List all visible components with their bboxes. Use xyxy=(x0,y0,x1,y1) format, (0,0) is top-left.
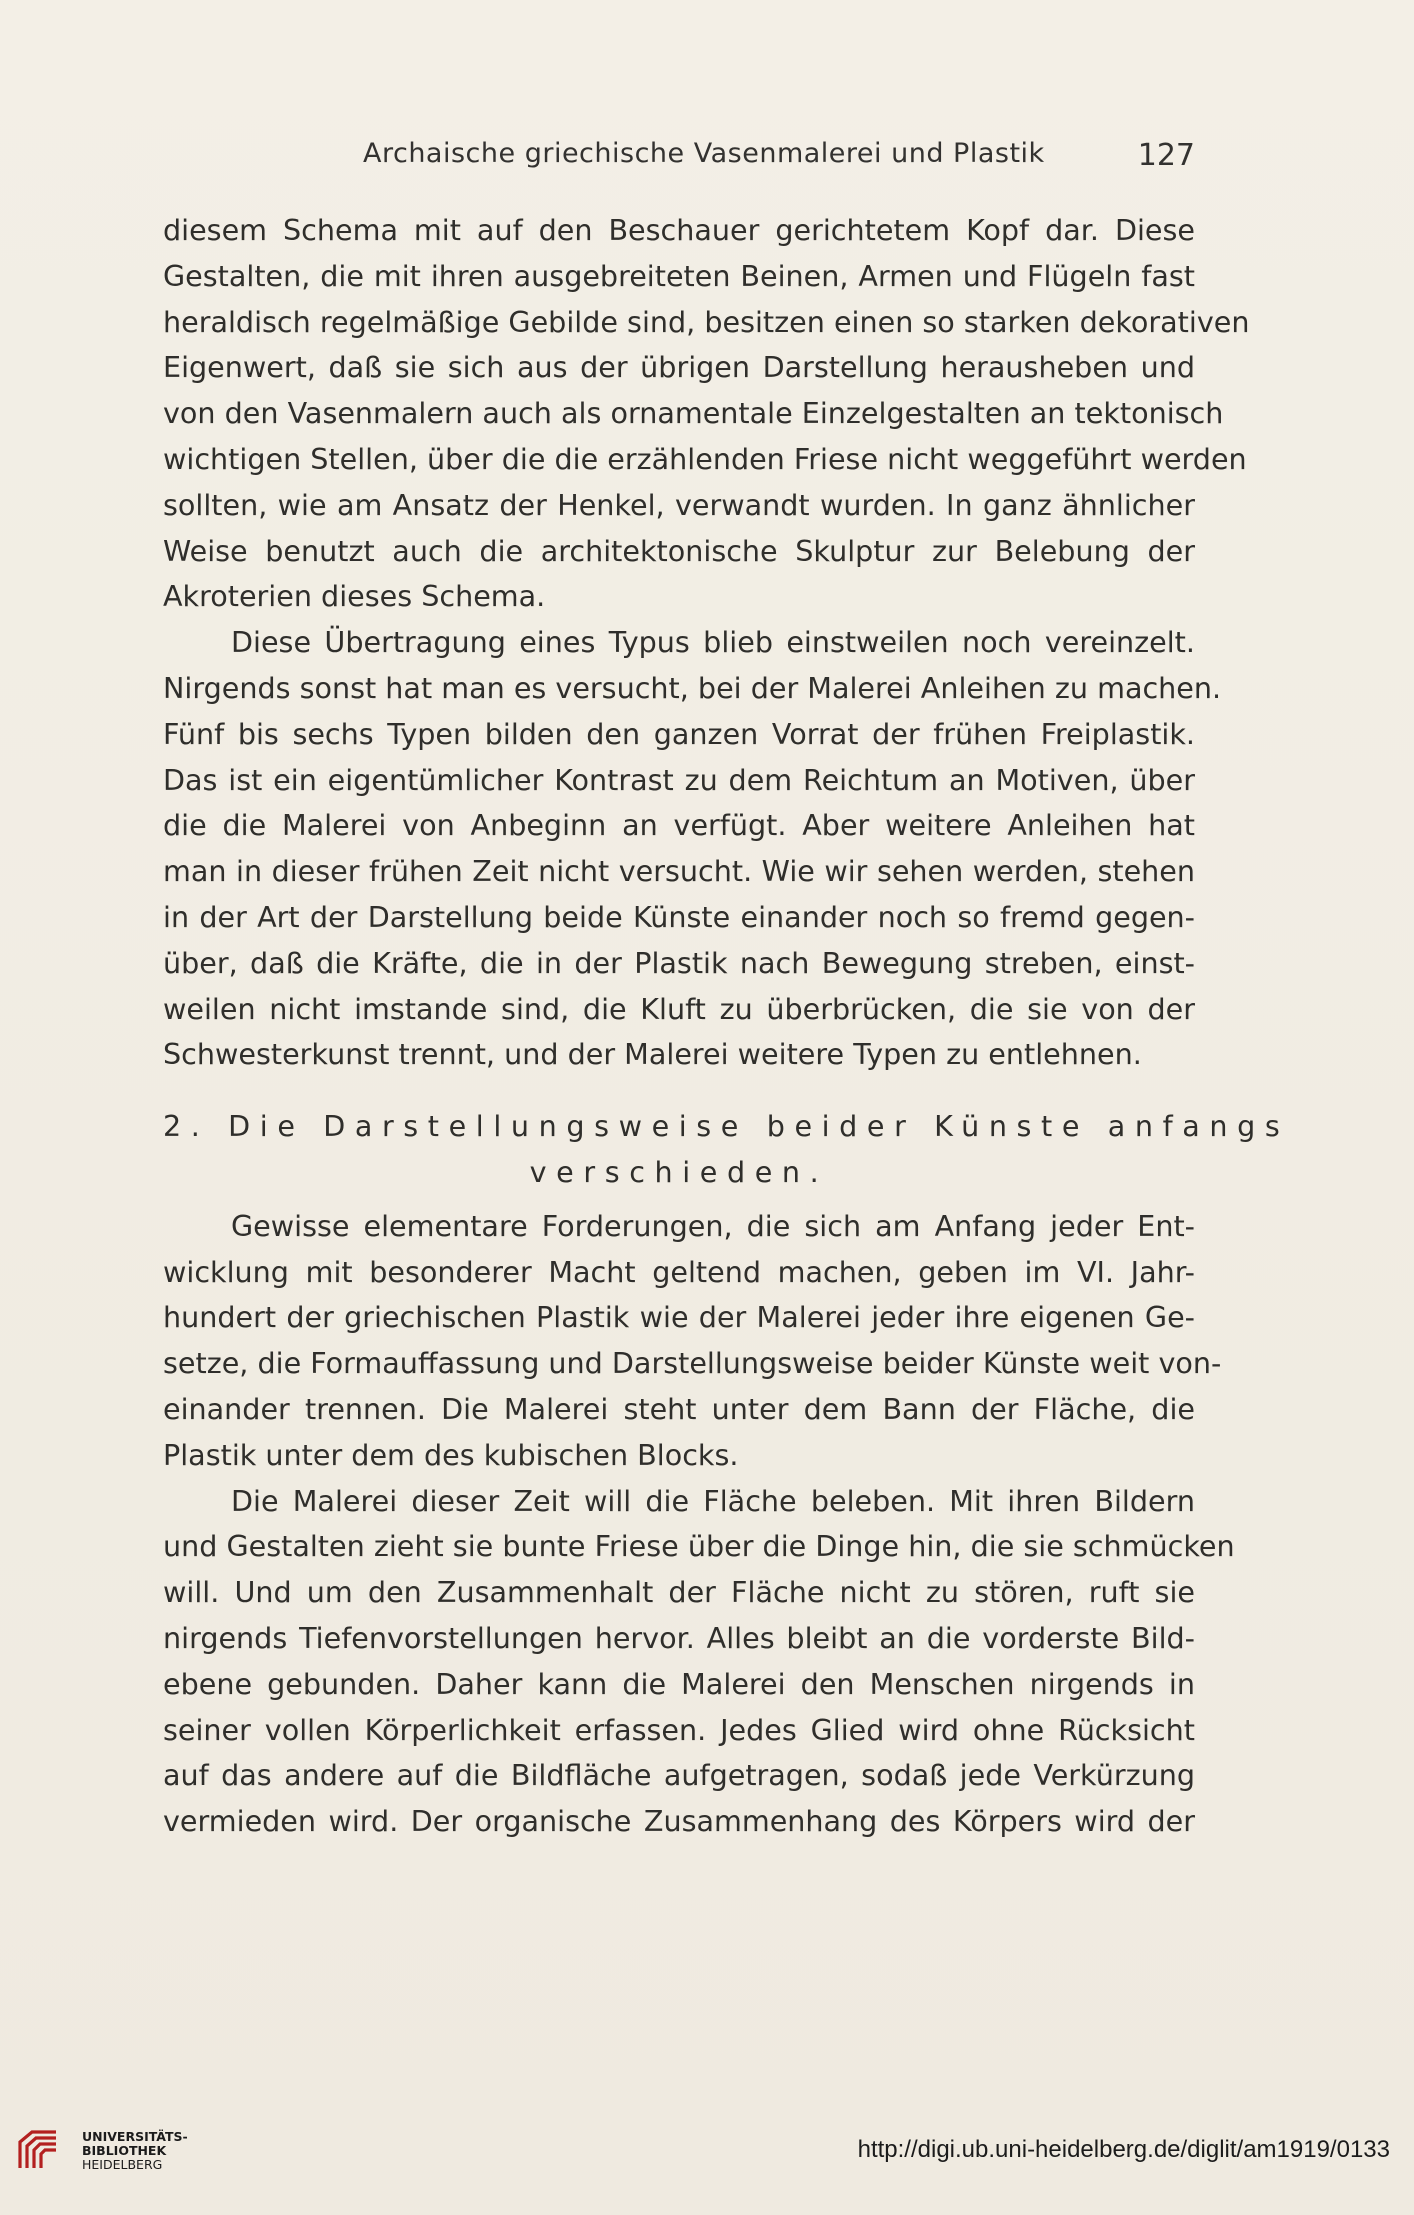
text-line: Weise benutzt auch die architektonische Skulptur zur Belebung der xyxy=(163,533,1195,568)
text-line: Gewisse elementare Forderungen, die sich am Anfang jeder Ent- xyxy=(231,1208,1195,1243)
text-line: über, daß die Kräfte, die in der Plastik nach Bewegung streben, einst- xyxy=(163,945,1195,980)
text-line: Diese Übertragung eines Typus blieb einstweilen noch vereinzelt. xyxy=(231,625,1195,660)
text-line: Das ist ein eigentümlicher Kontrast zu dem Reichtum an Motiven, über xyxy=(163,762,1195,797)
section-heading-line: verschieden. xyxy=(529,1154,829,1189)
text-line: hundert der griechischen Plastik wie der Malerei jeder ihre eigenen Ge- xyxy=(163,1300,1195,1335)
text-line: man in dieser frühen Zeit nicht versucht. Wie wir sehen werden, stehen xyxy=(163,854,1195,889)
text-line: auf das andere auf die Bildfläche aufgetragen, sodaß jede Verkürzung xyxy=(163,1758,1195,1793)
page-header xyxy=(163,138,1195,182)
text-line: Eigenwert, daß sie sich aus der übrigen Darstellung herausheben und xyxy=(163,350,1195,385)
section-heading xyxy=(163,1104,1290,1196)
text-line: nirgends Tiefenvorstellungen hervor. Alles bleibt an die vorderste Bild- xyxy=(163,1620,1195,1655)
section-spacer xyxy=(163,1196,1195,1204)
text-line: wicklung mit besonderer Macht geltend machen, geben im VI. Jahr- xyxy=(163,1254,1195,1289)
section-heading-line: 2. Die Darstellungsweise beider Künste anfangs xyxy=(163,1109,1290,1144)
text-line: einander trennen. Die Malerei steht unter dem Bann der Fläche, die xyxy=(163,1391,1195,1426)
text-line: Gestalten, die mit ihren ausgebreiteten Beinen, Armen und Flügeln fast xyxy=(163,258,1195,293)
paragraph xyxy=(163,1204,1222,1479)
text-line: seiner vollen Körperlichkeit erfassen. Jedes Glied wird ohne Rücksicht xyxy=(163,1712,1195,1747)
text-line: diesem Schema mit auf den Beschauer gerichtetem Kopf dar. Diese xyxy=(163,213,1195,247)
text-line: vermieden wird. Der organische Zusammenhang des Körpers wird der xyxy=(163,1804,1195,1839)
text-line: weilen nicht imstande sind, die Kluft zu überbrücken, die sie von der xyxy=(163,991,1195,1026)
page-number: 127 xyxy=(1137,138,1195,173)
text-line: und Gestalten zieht sie bunte Friese über die Dinge hin, die sie schmücken xyxy=(163,1529,1235,1564)
text-line: Die Malerei dieser Zeit will die Fläche beleben. Mit ihren Bildern xyxy=(231,1483,1195,1518)
text-line: sollten, wie am Ansatz der Henkel, verwandt wurden. In ganz ähnlicher xyxy=(163,487,1195,522)
paragraph xyxy=(163,620,1222,1078)
paragraph xyxy=(163,1479,1235,1845)
text-line: Schwesterkunst trennt, und der Malerei weitere Typen zu entlehnen. xyxy=(163,1037,1142,1072)
running-head: Archaische griechische Vasenmalerei und Plastik xyxy=(363,138,1045,169)
library-name xyxy=(82,2130,188,2172)
text-line: in der Art der Darstellung beide Künste einander noch so fremd gegen- xyxy=(163,899,1195,934)
text-line: setze, die Formauffassung und Darstellungsweise beider Künste weit von- xyxy=(163,1346,1222,1381)
text-line: Nirgends sonst hat man es versucht, bei der Malerei Anleihen zu machen. xyxy=(163,670,1222,705)
text-line: von den Vasenmalern auch als ornamentale Einzelgestalten an tektonisch xyxy=(163,396,1224,431)
text-line: die die Malerei von Anbeginn an verfügt. Aber weitere Anleihen hat xyxy=(163,808,1195,843)
body-text xyxy=(163,208,1290,1845)
text-line: will. Und um den Zusammenhalt der Fläche nicht zu stören, ruft sie xyxy=(163,1575,1195,1610)
text-line: heraldisch regelmäßige Gebilde sind, besitzen einen so starken dekorativen xyxy=(163,304,1250,339)
text-line: Fünf bis sechs Typen bilden den ganzen Vorrat der frühen Freiplastik. xyxy=(163,716,1195,751)
library-name-line: BIBLIOTHEK xyxy=(82,2143,167,2158)
section-spacer xyxy=(163,1078,1195,1104)
paragraph xyxy=(163,208,1250,620)
digitization-footer xyxy=(0,2108,1414,2215)
text-line: ebene gebunden. Daher kann die Malerei den Menschen nirgends in xyxy=(163,1666,1195,1701)
text-line: Akroterien dieses Schema. xyxy=(163,579,546,614)
library-name-line: HEIDELBERG xyxy=(82,2157,163,2172)
text-line: Plastik unter dem des kubischen Blocks. xyxy=(163,1437,739,1472)
library-logo-icon xyxy=(14,2126,62,2174)
library-name-line: UNIVERSITÄTS- xyxy=(82,2129,188,2144)
text-line: wichtigen Stellen, über die die erzählenden Friese nicht weggeführt werden xyxy=(163,441,1247,476)
source-url-link[interactable]: http://digi.ub.uni-heidelberg.de/diglit/am1919/0133 xyxy=(857,2136,1390,2163)
